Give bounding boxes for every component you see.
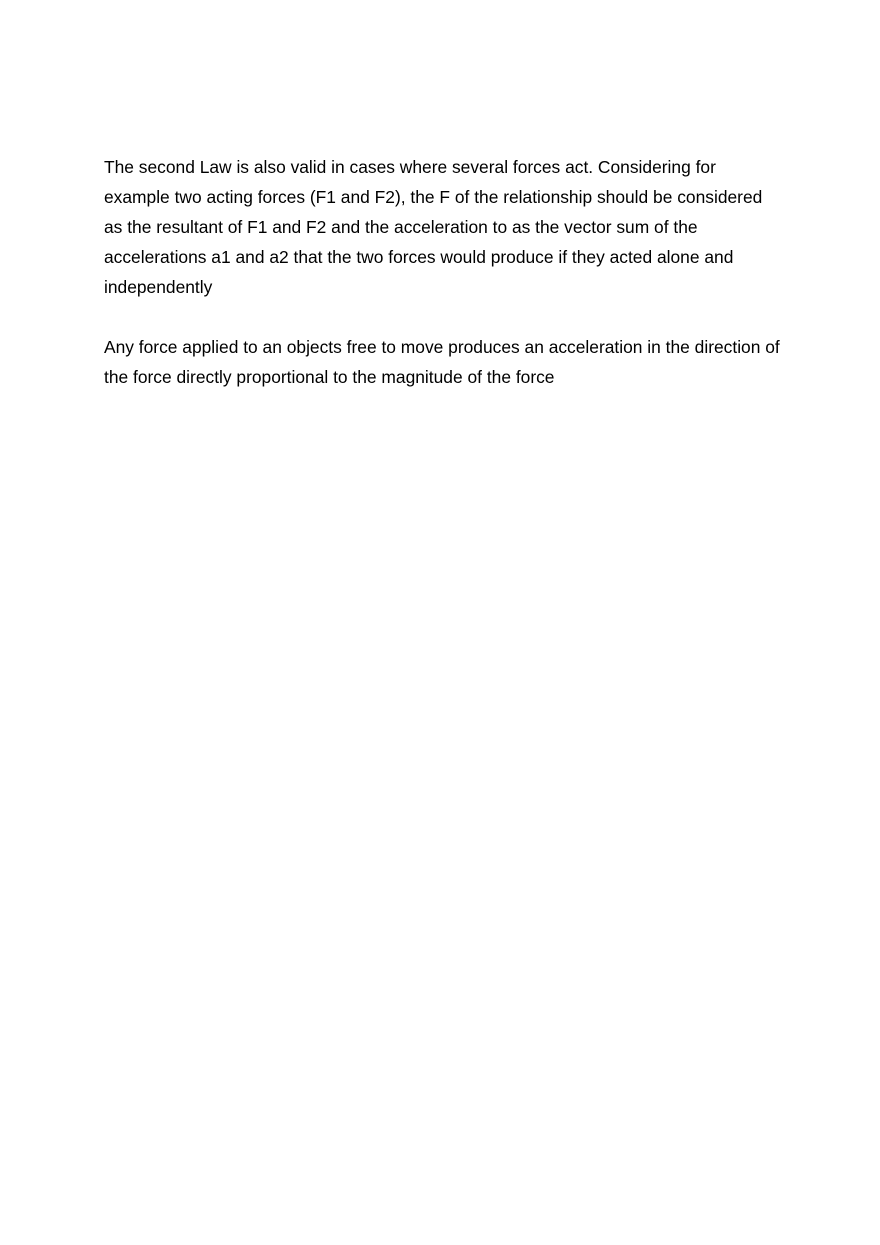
paragraph-force-acceleration: Any force applied to an objects free to move produces an acceleration in the direction of the force directly proportional to the magnitude of the force	[104, 337, 780, 387]
paragraph-second-law-multiple-forces: The second Law is also valid in cases where several forces act. Considering for example two acting forces (F1 and F2), the F of the relationship should be considered as the resultant of F1 and F2 and the acceleration to as the vector sum of the accelerations a1 and a2 that the two forces would produce if they acted alone and independently	[104, 157, 763, 297]
document-body	[104, 152, 784, 392]
